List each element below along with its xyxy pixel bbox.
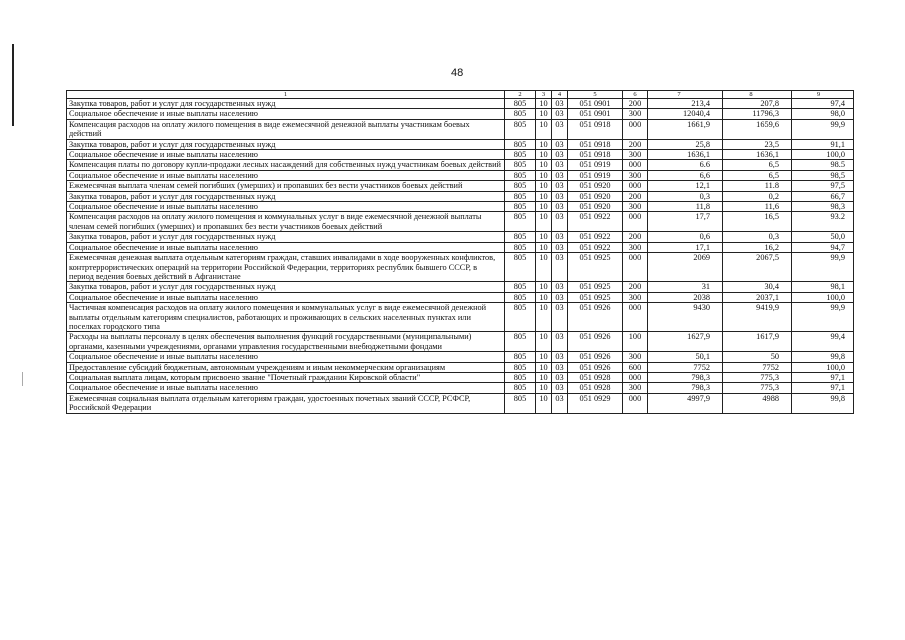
agency-code-cell: 805: [505, 150, 536, 160]
plan-amount-cell: 31: [648, 282, 723, 292]
expense-type-cell: 000: [623, 181, 648, 191]
agency-code-cell: 805: [505, 332, 536, 352]
section-code-cell: 10: [536, 170, 552, 180]
plan-amount-cell: 798,3: [648, 383, 723, 393]
expense-type-cell: 200: [623, 282, 648, 292]
section-code-cell: 10: [536, 181, 552, 191]
row-name-cell: Социальное обеспечение и иные выплаты населению: [67, 202, 505, 212]
expense-type-cell: 200: [623, 99, 648, 109]
plan-amount-cell: 9430: [648, 303, 723, 332]
expense-type-cell: 300: [623, 202, 648, 212]
row-name-cell: Компенсация расходов на оплату жилого помещения и коммунальных услуг в виде ежемесячной денежной выплаты членам семей погибших (умерших) и пропавших без вести участников боевых действий: [67, 212, 505, 232]
section-code-cell: 10: [536, 352, 552, 362]
subsection-code-cell: 03: [552, 372, 568, 382]
row-name-cell: Социальное обеспечение и иные выплаты населению: [67, 150, 505, 160]
agency-code-cell: 805: [505, 242, 536, 252]
actual-amount-cell: 0,2: [723, 191, 792, 201]
plan-amount-cell: 2069: [648, 253, 723, 282]
actual-amount-cell: 2067,5: [723, 253, 792, 282]
section-code-cell: 10: [536, 303, 552, 332]
target-article-cell: 051 0922: [568, 212, 623, 232]
target-article-cell: 051 0926: [568, 352, 623, 362]
plan-amount-cell: 50,1: [648, 352, 723, 362]
section-code-cell: 10: [536, 109, 552, 119]
section-code-cell: 10: [536, 253, 552, 282]
column-header: 1: [67, 91, 505, 99]
plan-amount-cell: 2038: [648, 292, 723, 302]
execution-percent-cell: 98,5: [792, 170, 854, 180]
table-row: [67, 292, 854, 302]
agency-code-cell: 805: [505, 212, 536, 232]
execution-percent-cell: 98,0: [792, 109, 854, 119]
row-name-cell: Социальное обеспечение и иные выплаты населению: [67, 170, 505, 180]
row-name-cell: Закупка товаров, работ и услуг для государственных нужд: [67, 232, 505, 242]
execution-percent-cell: 99,4: [792, 332, 854, 352]
target-article-cell: 051 0922: [568, 232, 623, 242]
table-row: [67, 191, 854, 201]
table-row: [67, 170, 854, 180]
section-code-cell: 10: [536, 393, 552, 413]
table-row: [67, 352, 854, 362]
expense-type-cell: 600: [623, 362, 648, 372]
table-row: [67, 332, 854, 352]
execution-percent-cell: 98.5: [792, 160, 854, 170]
target-article-cell: 051 0918: [568, 119, 623, 139]
target-article-cell: 051 0925: [568, 292, 623, 302]
subsection-code-cell: 03: [552, 383, 568, 393]
row-name-cell: Ежемесячная денежная выплата отдельным категориям граждан, ставших инвалидами в ходе вооруженных конфликтов, контртеррористических операций на территории Российской Федерации, территориях республик бывшего СССР, в период ведения боевых действий в Афганистане: [67, 253, 505, 282]
plan-amount-cell: 11,8: [648, 202, 723, 212]
column-header: 8: [723, 91, 792, 99]
subsection-code-cell: 03: [552, 202, 568, 212]
row-name-cell: Закупка товаров, работ и услуг для государственных нужд: [67, 191, 505, 201]
section-code-cell: 10: [536, 139, 552, 149]
execution-percent-cell: 97,1: [792, 372, 854, 382]
row-name-cell: Предоставление субсидий бюджетным, автономным учреждениям и иным некоммерческим организациям: [67, 362, 505, 372]
section-code-cell: 10: [536, 99, 552, 109]
agency-code-cell: 805: [505, 181, 536, 191]
row-name-cell: Закупка товаров, работ и услуг для государственных нужд: [67, 282, 505, 292]
expense-type-cell: 000: [623, 119, 648, 139]
column-header: 9: [792, 91, 854, 99]
actual-amount-cell: 1659,6: [723, 119, 792, 139]
subsection-code-cell: 03: [552, 232, 568, 242]
execution-percent-cell: 93.2: [792, 212, 854, 232]
actual-amount-cell: 4988: [723, 393, 792, 413]
plan-amount-cell: 0,6: [648, 232, 723, 242]
execution-percent-cell: 50,0: [792, 232, 854, 242]
expense-type-cell: 000: [623, 372, 648, 382]
agency-code-cell: 805: [505, 170, 536, 180]
table-row: [67, 202, 854, 212]
plan-amount-cell: 25,8: [648, 139, 723, 149]
margin-tick: [22, 372, 23, 386]
column-header: 2: [505, 91, 536, 99]
table-row: [67, 383, 854, 393]
subsection-code-cell: 03: [552, 170, 568, 180]
column-header: 3: [536, 91, 552, 99]
subsection-code-cell: 03: [552, 332, 568, 352]
expense-type-cell: 200: [623, 191, 648, 201]
section-code-cell: 10: [536, 292, 552, 302]
subsection-code-cell: 03: [552, 160, 568, 170]
execution-percent-cell: 97,5: [792, 181, 854, 191]
page-number: 48: [451, 67, 464, 79]
agency-code-cell: 805: [505, 352, 536, 362]
execution-percent-cell: 99,9: [792, 303, 854, 332]
target-article-cell: 051 0926: [568, 303, 623, 332]
subsection-code-cell: 03: [552, 393, 568, 413]
actual-amount-cell: 9419,9: [723, 303, 792, 332]
execution-percent-cell: 99,8: [792, 393, 854, 413]
subsection-code-cell: 03: [552, 119, 568, 139]
subsection-code-cell: 03: [552, 99, 568, 109]
actual-amount-cell: 2037,1: [723, 292, 792, 302]
header-row: [67, 91, 854, 99]
expense-type-cell: 300: [623, 383, 648, 393]
plan-amount-cell: 17,7: [648, 212, 723, 232]
actual-amount-cell: 1617,9: [723, 332, 792, 352]
execution-percent-cell: 66,7: [792, 191, 854, 201]
target-article-cell: 051 0920: [568, 202, 623, 212]
expense-type-cell: 100: [623, 332, 648, 352]
agency-code-cell: 805: [505, 139, 536, 149]
row-name-cell: Компенсация платы по договору купли-продажи лесных насаждений для собственных нужд участникам боевых действий: [67, 160, 505, 170]
subsection-code-cell: 03: [552, 191, 568, 201]
table-row: [67, 109, 854, 119]
table-row: [67, 282, 854, 292]
subsection-code-cell: 03: [552, 292, 568, 302]
section-code-cell: 10: [536, 242, 552, 252]
row-name-cell: Ежемесячная выплата членам семей погибших (умерших) и пропавших без вести участников боевых действий: [67, 181, 505, 191]
execution-percent-cell: 97,4: [792, 99, 854, 109]
actual-amount-cell: 1636,1: [723, 150, 792, 160]
subsection-code-cell: 03: [552, 139, 568, 149]
subsection-code-cell: 03: [552, 181, 568, 191]
table-row: [67, 242, 854, 252]
target-article-cell: 051 0928: [568, 383, 623, 393]
plan-amount-cell: 7752: [648, 362, 723, 372]
actual-amount-cell: 16,2: [723, 242, 792, 252]
target-article-cell: 051 0926: [568, 332, 623, 352]
subsection-code-cell: 03: [552, 362, 568, 372]
row-name-cell: Частичная компенсация расходов на оплату жилого помещения и коммунальных услуг в виде ежемесячной денежной выплаты отдельным категориям специалистов, работающих и проживающих в сельских населенных пунктах или поселках городского типа: [67, 303, 505, 332]
row-name-cell: Закупка товаров, работ и услуг для государственных нужд: [67, 139, 505, 149]
subsection-code-cell: 03: [552, 150, 568, 160]
target-article-cell: 051 0919: [568, 170, 623, 180]
section-code-cell: 10: [536, 150, 552, 160]
actual-amount-cell: 207,8: [723, 99, 792, 109]
plan-amount-cell: 4997,9: [648, 393, 723, 413]
target-article-cell: 051 0920: [568, 181, 623, 191]
table-row: [67, 393, 854, 413]
row-name-cell: Ежемесячная социальная выплата отдельным категориям граждан, удостоенных почетных званий СССР, РСФСР, Российской Федерации: [67, 393, 505, 413]
column-header: 7: [648, 91, 723, 99]
agency-code-cell: 805: [505, 160, 536, 170]
margin-bar: [12, 44, 14, 126]
execution-percent-cell: 99,9: [792, 253, 854, 282]
budget-table: [66, 90, 854, 414]
plan-amount-cell: 213,4: [648, 99, 723, 109]
section-code-cell: 10: [536, 362, 552, 372]
expense-type-cell: 300: [623, 292, 648, 302]
execution-percent-cell: 94,7: [792, 242, 854, 252]
section-code-cell: 10: [536, 191, 552, 201]
plan-amount-cell: 1627,9: [648, 332, 723, 352]
actual-amount-cell: 6,5: [723, 160, 792, 170]
actual-amount-cell: 50: [723, 352, 792, 362]
agency-code-cell: 805: [505, 303, 536, 332]
section-code-cell: 10: [536, 119, 552, 139]
column-header: 6: [623, 91, 648, 99]
actual-amount-cell: 11.8: [723, 181, 792, 191]
row-name-cell: Социальная выплата лицам, которым присвоено звание "Почетный гражданин Кировской области": [67, 372, 505, 382]
section-code-cell: 10: [536, 383, 552, 393]
execution-percent-cell: 98,1: [792, 282, 854, 292]
actual-amount-cell: 23,5: [723, 139, 792, 149]
target-article-cell: 051 0918: [568, 139, 623, 149]
execution-percent-cell: 100,0: [792, 150, 854, 160]
table-row: [67, 99, 854, 109]
execution-percent-cell: 99,8: [792, 352, 854, 362]
plan-amount-cell: 1636,1: [648, 150, 723, 160]
section-code-cell: 10: [536, 372, 552, 382]
plan-amount-cell: 12,1: [648, 181, 723, 191]
actual-amount-cell: 6,5: [723, 170, 792, 180]
section-code-cell: 10: [536, 202, 552, 212]
target-article-cell: 051 0925: [568, 282, 623, 292]
agency-code-cell: 805: [505, 191, 536, 201]
execution-percent-cell: 100,0: [792, 362, 854, 372]
target-article-cell: 051 0928: [568, 372, 623, 382]
expense-type-cell: 000: [623, 253, 648, 282]
table-row: [67, 119, 854, 139]
agency-code-cell: 805: [505, 99, 536, 109]
agency-code-cell: 805: [505, 282, 536, 292]
agency-code-cell: 805: [505, 383, 536, 393]
target-article-cell: 051 0922: [568, 242, 623, 252]
actual-amount-cell: 0,3: [723, 232, 792, 242]
actual-amount-cell: 11796,3: [723, 109, 792, 119]
table-row: [67, 372, 854, 382]
column-header: 4: [552, 91, 568, 99]
target-article-cell: 051 0901: [568, 99, 623, 109]
target-article-cell: 051 0925: [568, 253, 623, 282]
row-name-cell: Социальное обеспечение и иные выплаты населению: [67, 352, 505, 362]
target-article-cell: 051 0901: [568, 109, 623, 119]
table-row: [67, 362, 854, 372]
agency-code-cell: 805: [505, 393, 536, 413]
target-article-cell: 051 0929: [568, 393, 623, 413]
expense-type-cell: 000: [623, 303, 648, 332]
plan-amount-cell: 6.6: [648, 160, 723, 170]
plan-amount-cell: 6,6: [648, 170, 723, 180]
expense-type-cell: 300: [623, 352, 648, 362]
agency-code-cell: 805: [505, 372, 536, 382]
actual-amount-cell: 7752: [723, 362, 792, 372]
execution-percent-cell: 98,3: [792, 202, 854, 212]
column-header: 5: [568, 91, 623, 99]
actual-amount-cell: 11,6: [723, 202, 792, 212]
agency-code-cell: 805: [505, 362, 536, 372]
section-code-cell: 10: [536, 332, 552, 352]
subsection-code-cell: 03: [552, 253, 568, 282]
execution-percent-cell: 99,9: [792, 119, 854, 139]
subsection-code-cell: 03: [552, 352, 568, 362]
table-row: [67, 150, 854, 160]
expense-type-cell: 300: [623, 150, 648, 160]
plan-amount-cell: 798,3: [648, 372, 723, 382]
agency-code-cell: 805: [505, 232, 536, 242]
subsection-code-cell: 03: [552, 212, 568, 232]
row-name-cell: Социальное обеспечение и иные выплаты населению: [67, 109, 505, 119]
expense-type-cell: 000: [623, 212, 648, 232]
table-body: [67, 91, 854, 414]
agency-code-cell: 805: [505, 202, 536, 212]
execution-percent-cell: 100,0: [792, 292, 854, 302]
actual-amount-cell: 775,3: [723, 372, 792, 382]
actual-amount-cell: 16,5: [723, 212, 792, 232]
expense-type-cell: 300: [623, 109, 648, 119]
table-row: [67, 212, 854, 232]
execution-percent-cell: 97,1: [792, 383, 854, 393]
agency-code-cell: 805: [505, 253, 536, 282]
actual-amount-cell: 775,3: [723, 383, 792, 393]
table-row: [67, 303, 854, 332]
subsection-code-cell: 03: [552, 109, 568, 119]
target-article-cell: 051 0918: [568, 150, 623, 160]
expense-type-cell: 200: [623, 232, 648, 242]
row-name-cell: Социальное обеспечение и иные выплаты населению: [67, 383, 505, 393]
row-name-cell: Закупка товаров, работ и услуг для государственных нужд: [67, 99, 505, 109]
table-row: [67, 160, 854, 170]
subsection-code-cell: 03: [552, 303, 568, 332]
row-name-cell: Расходы на выплаты персоналу в целях обеспечения выполнения функций государственными (муниципальными) органами, казенными учреждениями, органами управления государственными внебюджетными фондами: [67, 332, 505, 352]
table-row: [67, 232, 854, 242]
section-code-cell: 10: [536, 232, 552, 242]
table-row: [67, 253, 854, 282]
expense-type-cell: 300: [623, 242, 648, 252]
target-article-cell: 051 0926: [568, 362, 623, 372]
expense-type-cell: 000: [623, 160, 648, 170]
execution-percent-cell: 91,1: [792, 139, 854, 149]
expense-type-cell: 200: [623, 139, 648, 149]
expense-type-cell: 000: [623, 393, 648, 413]
agency-code-cell: 805: [505, 292, 536, 302]
plan-amount-cell: 12040,4: [648, 109, 723, 119]
plan-amount-cell: 17,1: [648, 242, 723, 252]
row-name-cell: Социальное обеспечение и иные выплаты населению: [67, 242, 505, 252]
expense-type-cell: 300: [623, 170, 648, 180]
section-code-cell: 10: [536, 212, 552, 232]
target-article-cell: 051 0919: [568, 160, 623, 170]
table-row: [67, 181, 854, 191]
subsection-code-cell: 03: [552, 282, 568, 292]
agency-code-cell: 805: [505, 119, 536, 139]
row-name-cell: Компенсация расходов на оплату жилого помещения в виде ежемесячной денежной выплаты участникам боевых действий: [67, 119, 505, 139]
target-article-cell: 051 0920: [568, 191, 623, 201]
subsection-code-cell: 03: [552, 242, 568, 252]
plan-amount-cell: 0,3: [648, 191, 723, 201]
table-row: [67, 139, 854, 149]
section-code-cell: 10: [536, 160, 552, 170]
plan-amount-cell: 1661,9: [648, 119, 723, 139]
section-code-cell: 10: [536, 282, 552, 292]
agency-code-cell: 805: [505, 109, 536, 119]
row-name-cell: Социальное обеспечение и иные выплаты населению: [67, 292, 505, 302]
actual-amount-cell: 30,4: [723, 282, 792, 292]
